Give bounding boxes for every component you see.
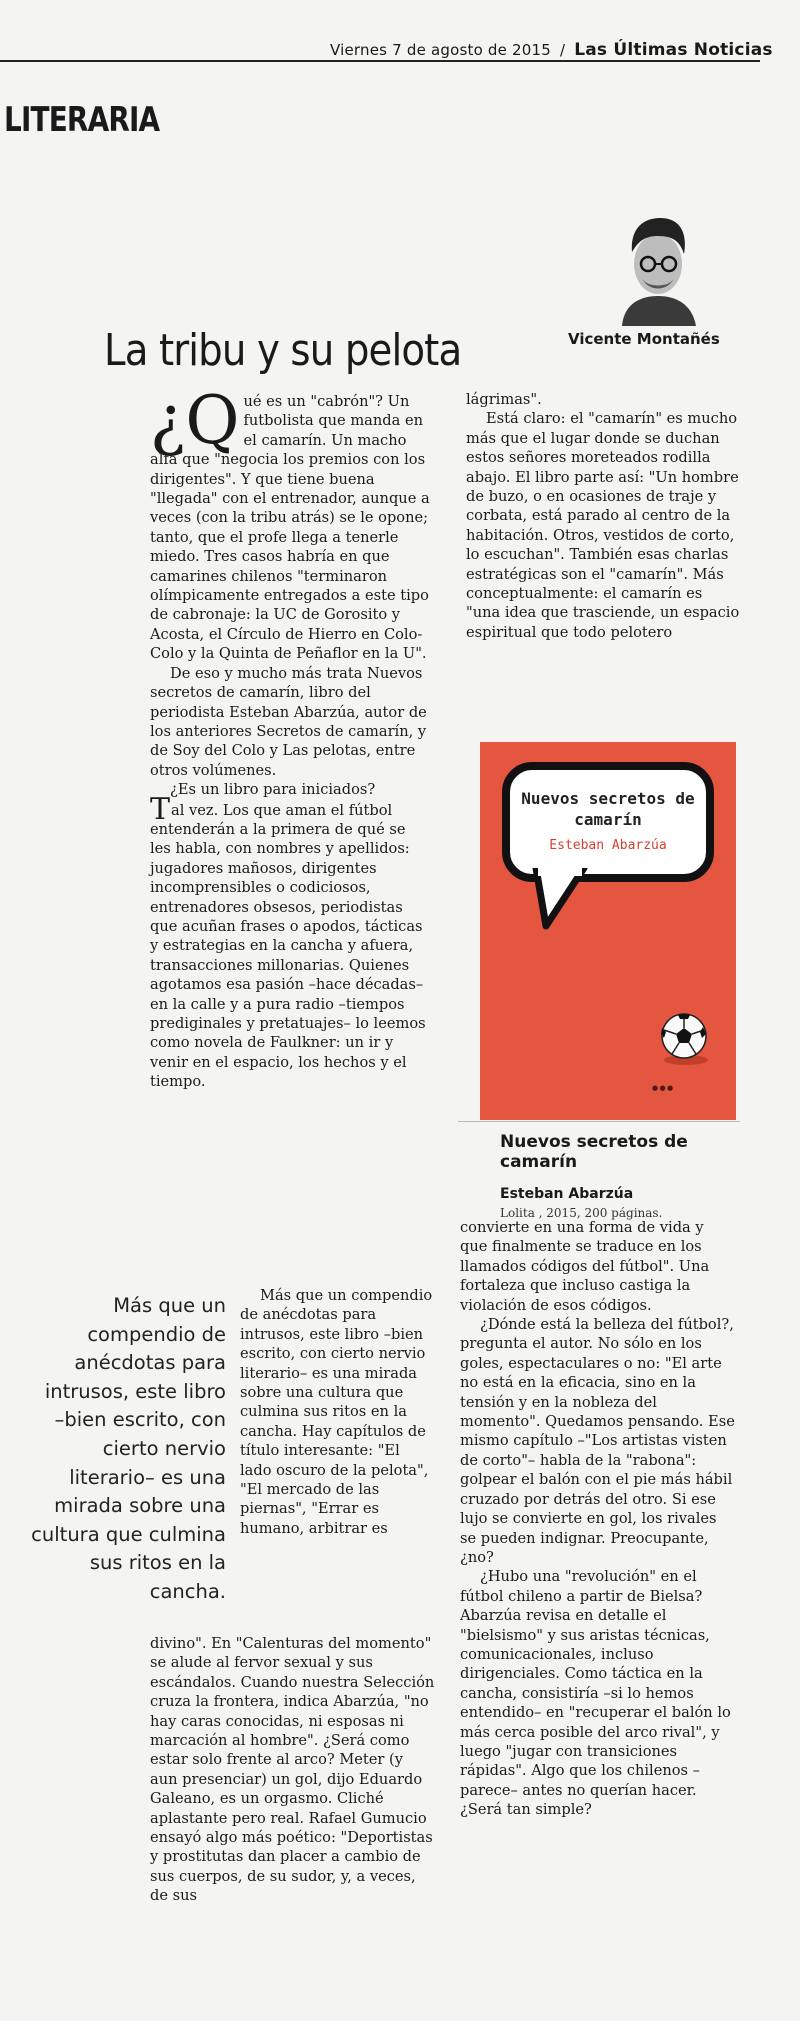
paragraph: De eso y mucho más trata Nuevos secretos de camarín, libro del periodista Esteban Abarzúa, autor de los anteriores Secretos de camarín, y de Soy del Colo y Las pelotas, entre otros volúmenes. bbox=[150, 664, 427, 779]
pull-quote: Más que un compendio de anécdotas para intrusos, este libro –bien escrito, con cierto nervio literario– es una mirada sobre una cultura que culmina sus ritos en la cancha. bbox=[31, 1294, 226, 1603]
article-column-1-bottom bbox=[150, 1634, 435, 1906]
speech-bubble-tail bbox=[532, 868, 592, 930]
paragraph: Más que un compendio de anécdotas para intrusos, este libro –bien escrito, con cierto nervio literario– es una mirada sobre una cultura que culmina sus ritos en la cancha. Hay capítulos de título interesante: "El lado oscuro de la pelota", "El mercado de las piernas", "Errar es humano, arbitrar es bbox=[240, 1287, 433, 1537]
initial-letter: T bbox=[150, 791, 171, 827]
article-title: La tribu y su pelota bbox=[104, 325, 462, 377]
article-column-1 bbox=[150, 382, 430, 1092]
article-column-2 bbox=[466, 390, 741, 642]
book-title: Nuevos secretos de camarín bbox=[500, 1132, 688, 1172]
paragraph: lágrimas". bbox=[466, 391, 542, 408]
cover-author: Esteban Abarzúa bbox=[549, 838, 667, 853]
paragraph: ¿Hubo una "revolución" en el fútbol chileno a partir de Bielsa? Abarzúa revisa en detalle el "bielsismo" y sus aristas técnicas, comunicacionales, incluso dirigenciales. Como táctica en la cancha, consistiría –si lo hemos entendido– en "recuperar el balón lo más cerca posible del arco rival", y luego "jugar con transiciones rápidas". Algo que los chilenos –parece– antes no querían hacer. ¿Será tan simple? bbox=[460, 1568, 731, 1819]
paragraph: divino". En "Calenturas del momento" se alude al fervor sexual y sus escándalos. Cuando nuestra Selección cruza la frontera, indica Abarzúa, "no hay caras conocidas, ni esposas ni marcación al hombre". ¿Será como estar solo frente al arco? Meter (y aun presenciar) un gol, dijo Eduardo Galeano, es un orgasmo. Cliché aplastante pero real. Rafael Gumucio ensayó algo más poético: "Deportistas y prostitutas dan placer a cambio de sus cuerpos, de su sudor, y, a veces, de sus bbox=[150, 1635, 435, 1905]
paragraph: ¿Dónde está la belleza del fútbol?, pregunta el autor. No sólo en los goles, espectaculares o no: "El arte no está en la eficacia, sino en la tensión y en la nobleza del momento". Quedamos pensando. Ese mismo capítulo –"Los artistas visten de corto"– habla de la "rabona": golpear el balón con el pie más hábil cruzado por detrás del otro. Si ese lujo se convierte en gol, los rivales se pueden indignar. Preocupante, ¿no? bbox=[460, 1316, 735, 1566]
book-author: Esteban Abarzúa bbox=[500, 1186, 634, 1202]
cover-caption-rule bbox=[458, 1121, 740, 1122]
paragraph: ué es un "cabrón"? Un futbolista que manda en el camarín. Un macho alfa que "negocia los premios con los dirigentes". Y que tiene buena "llegada" con el entrenador, aunque a veces (con la tribu atrás) se le opone; tanto, que el profe llega a tenerle miedo. Tres casos habría en que camarines chilenos "terminaron olímpicamente entregados a este tipo de cabronaje: la UC de Gorosito y Acosta, el Círculo de Hierro en Colo-Colo y la Quinta de Peñaflor en la U". bbox=[150, 393, 430, 663]
author-byline: Vicente Montañés bbox=[568, 330, 720, 348]
author-photo bbox=[612, 208, 704, 326]
soccer-ball-icon bbox=[656, 1010, 712, 1066]
issue-date: Viernes 7 de agosto de 2015 bbox=[330, 41, 552, 59]
speech-bubble bbox=[502, 762, 714, 882]
publisher-logo: ● ● ● bbox=[652, 1084, 674, 1092]
paragraph: al vez. Los que aman el fútbol entenderán a la primera de qué se les habla, con nombres y apellidos: jugadores mañosos, dirigentes incomprensibles o codiciosos, entrenadores obsesos, periodistas que acuñan frases o apodos, tácticas y estrategias en la cancha y afuera, transacciones millonarias. Quienes agotamos esa pasión –hace décadas– en la calle y a pura radio –tiempos prediginales y pretatuajes– lo leemos como novela de Faulkner: un ir y venir en el espacio, los hechos y el tiempo. bbox=[150, 801, 426, 1091]
book-details: Lolita , 2015, 200 páginas. bbox=[500, 1206, 663, 1220]
article-column-2-lower bbox=[460, 1218, 735, 1820]
dateline bbox=[330, 40, 773, 60]
paragraph: ¿Es un libro para iniciados? bbox=[170, 781, 376, 799]
book-cover-image bbox=[480, 742, 736, 1120]
section-label: LITERARIA bbox=[4, 100, 160, 140]
cover-title: Nuevos secretos de camarín bbox=[521, 789, 695, 829]
article-column-1-lower bbox=[240, 1286, 435, 1538]
newspaper-name: Las Últimas Noticias bbox=[574, 40, 773, 60]
drop-cap: ¿Q bbox=[150, 382, 240, 459]
paragraph: convierte en una forma de vida y que finalmente se traduce en los llamados códigos del fútbol". Una fortaleza que incluso castiga la violación de esos códigos. bbox=[460, 1219, 710, 1314]
paragraph: Está claro: el "camarín" es mucho más que el lugar donde se duchan estos señores moreteados rodilla abajo. El libro parte así: "Un hombre de buzo, o en ocasiones de traje y corbata, está parado al centro de la habitación. Otros, vestidos de corto, lo escuchan". También esas charlas estratégicas son el "camarín". Más conceptualmente: el camarín es "una idea que trasciende, un espacio espiritual que todo pelotero bbox=[466, 410, 740, 641]
dateline-separator: / bbox=[559, 41, 566, 59]
header-rule bbox=[0, 60, 760, 62]
